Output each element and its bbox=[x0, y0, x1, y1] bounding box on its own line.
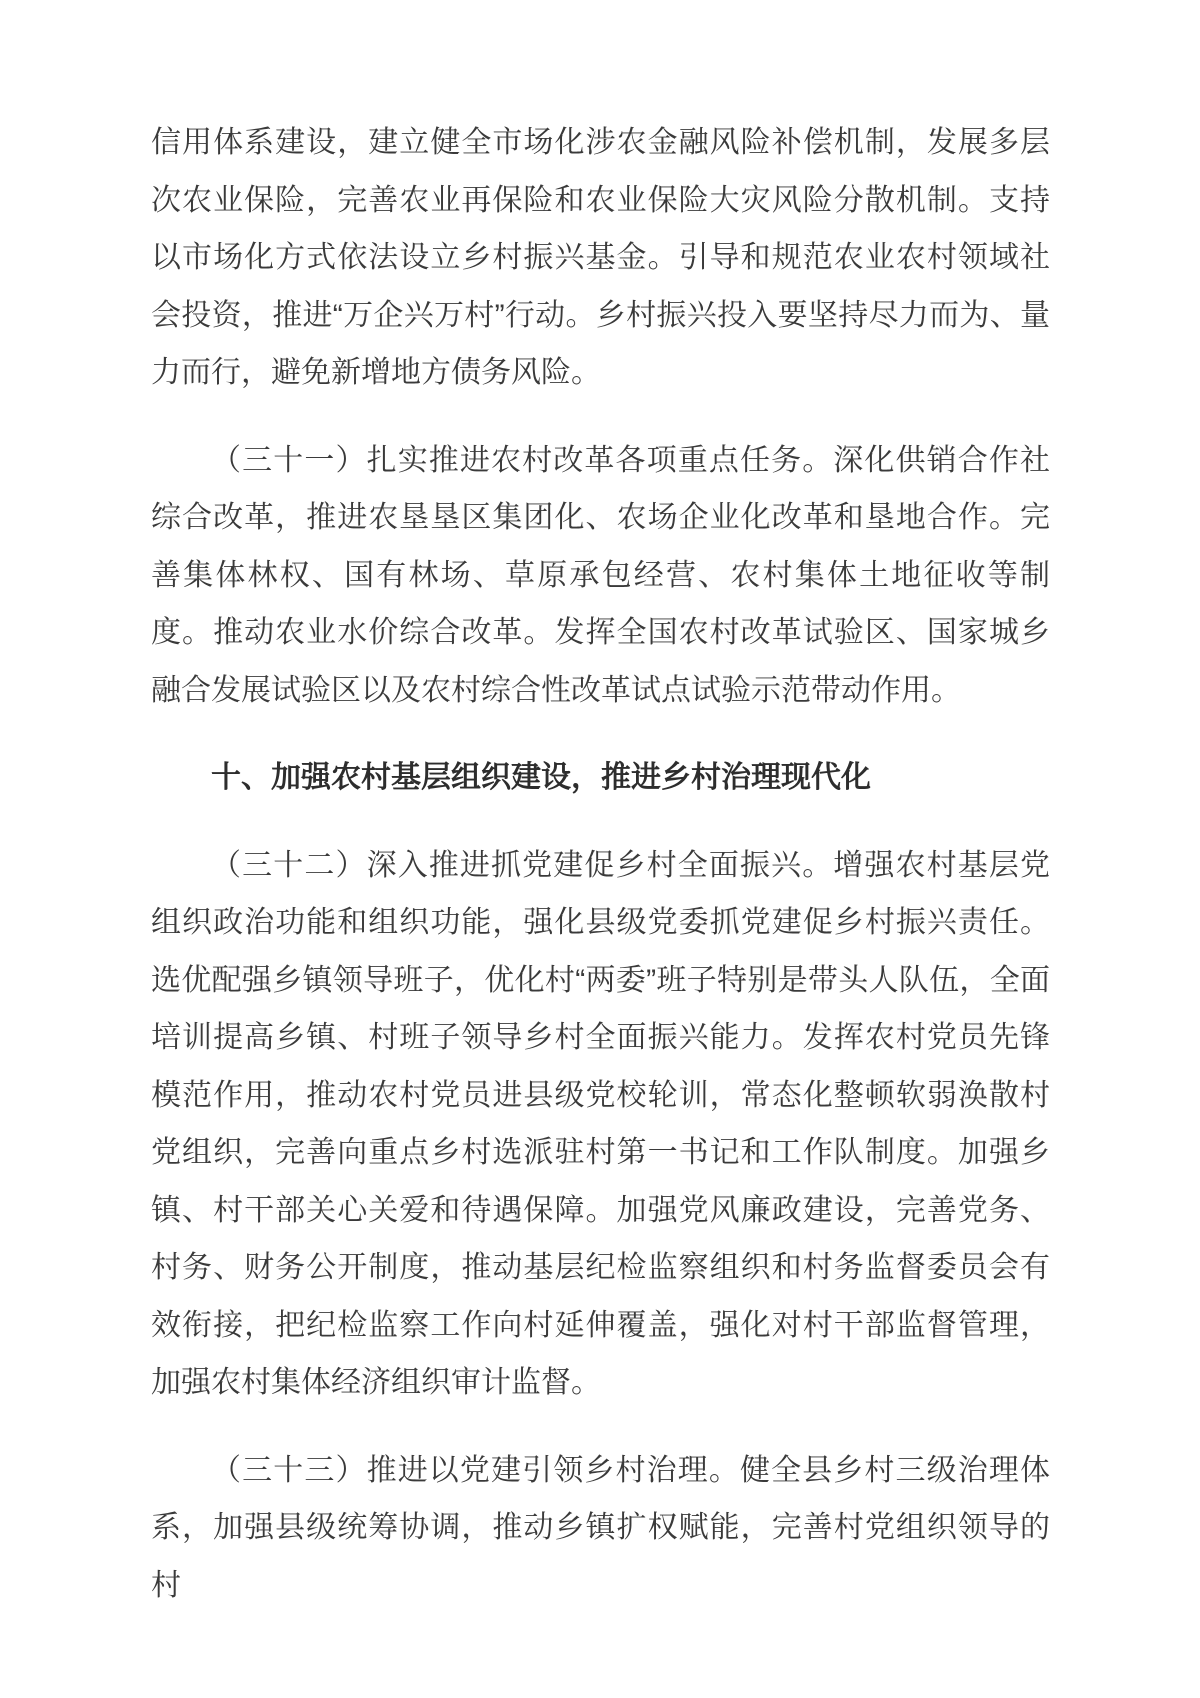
text-column bbox=[151, 114, 1050, 1644]
paragraph-continuation: 信用体系建设，建立健全市场化涉农金融风险补偿机制，发展多层次农业保险，完善农业再保险和农业保险大灾风险分散机制。支持以市场化方式依法设立乡村振兴基金。引导和规范农业农村领域社会投资，推进“万企兴万村”行动。乡村振兴投入要坚持尽力而为、量力而行，避免新增地方债务风险。 bbox=[151, 126, 1050, 389]
clause-33-paragraph: （三十三）推进以党建引领乡村治理。健全县乡村三级治理体系，加强县级统筹协调，推动乡镇扩权赋能，完善村党组织领导的村 bbox=[151, 1453, 1050, 1602]
section-10-heading: 十、加强农村基层组织建设，推进乡村治理现代化 bbox=[211, 761, 871, 794]
clause-31-paragraph: （三十一）扎实推进农村改革各项重点任务。深化供销合作社综合改革，推进农垦垦区集团化、农场企业化改革和垦地合作。完善集体林权、国有林场、草原承包经营、农村集体土地征收等制度。推动农业水价综合改革。发挥全国农村改革试验区、国家城乡融合发展试验区以及农村综合性改革试点试验示范带动作用。 bbox=[151, 443, 1050, 707]
clause-32-paragraph: （三十二）深入推进抓党建促乡村全面振兴。增强农村基层党组织政治功能和组织功能，强化县级党委抓党建促乡村振兴责任。选优配强乡镇领导班子，优化村“两委”班子特别是带头人队伍，全面培训提高乡镇、村班子领导乡村全面振兴能力。发挥农村党员先锋模范作用，推动农村党员进县级党校轮训，常态化整顿软弱涣散村党组织，完善向重点乡村选派驻村第一书记和工作队制度。加强乡镇、村干部关心关爱和待遇保障。加强党风廉政建设，完善党务、村务、财务公开制度，推动基层纪检监察组织和村务监督委员会有效衔接，把纪检监察工作向村延伸覆盖，强化对村干部监督管理，加强农村集体经济组织审计监督。 bbox=[151, 848, 1050, 1399]
